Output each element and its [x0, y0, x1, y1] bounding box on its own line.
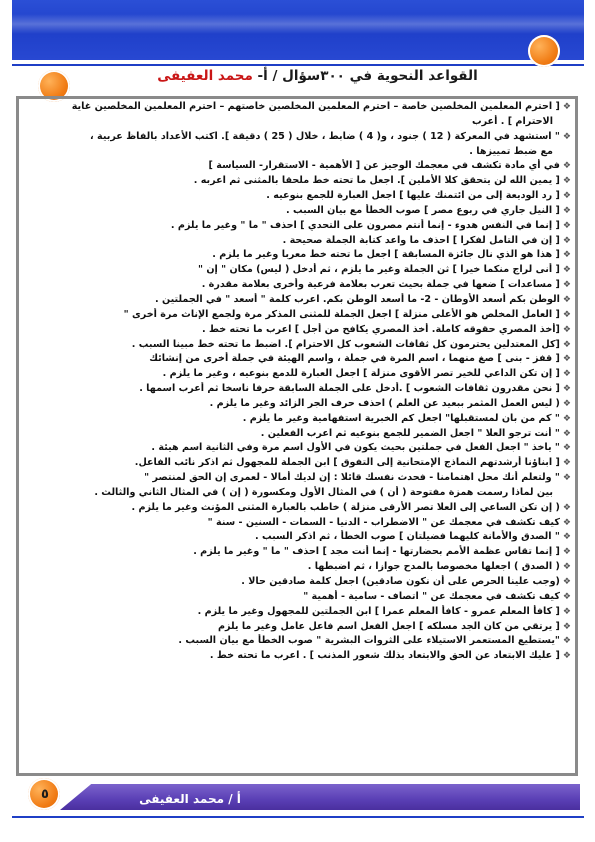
question-text: ( الصدق ) اجعلها مخصوصا بالمدح جوازا ، ثم اضبطها .: [307, 561, 560, 573]
bullet-icon: ❖: [562, 131, 571, 142]
page-title: [150, 68, 485, 90]
bullet-icon: ❖: [562, 176, 571, 187]
question-text: [ يمين الله لن يتحقق كلا الأملين ]. اجعل ما تحته خط ملحقا بالمثنى ثم اعربه .: [193, 175, 560, 187]
title-text: القواعد النحوية في ٣٠٠سؤال / أ-: [257, 68, 478, 84]
question-text: [ كافأ المعلم عمرو - كافأ المعلم عمرا ] ابن الجملتين للمجهول وغير ما يلزم .: [197, 605, 560, 617]
question-text: [ إن تكن الداعي للخير تصر الأقوى منزلة ] اجعل العبارة للدمع بنوعيه ، وغير ما يلزم .: [162, 368, 560, 380]
list-item: [21, 382, 573, 397]
list-item: [21, 501, 573, 516]
question-text: [ قفز - بنى ] صغ منهما ، اسم المرة في جملة ، واسم الهيئة في جملة أخرى من إنشائك: [149, 353, 560, 365]
question-text: " كم من بان لمستقبلها" اجعل كم الخبرية استفهامية وغير ما يلزم .: [242, 412, 560, 424]
list-item: [21, 530, 573, 545]
list-item: [21, 278, 573, 293]
question-text: [ إنما في النفس هدوء - إنما أنتم مصرون على التحدي ] احذف " ما " وغير ما يلزم .: [170, 219, 560, 231]
bullet-icon: ❖: [562, 473, 571, 484]
decorative-dot-icon: [528, 35, 560, 67]
bullet-icon: ❖: [562, 235, 571, 246]
bullet-icon: ❖: [562, 250, 571, 261]
list-item: [21, 293, 573, 308]
bullet-icon: ❖: [562, 591, 571, 602]
list-item: [21, 605, 573, 620]
bullet-icon: ❖: [562, 502, 571, 513]
header-band: [12, 0, 584, 60]
list-item: [21, 427, 573, 442]
list-item: [21, 174, 573, 189]
question-text: [ ابناؤنا أرشدتهم النماذج الإمتحانية إلى التفوق ] ابن الجملة للمجهول ثم اذكر نائب الفاعل.: [134, 457, 560, 469]
question-text: [ النيل جاري في ربوع مصر ] صوب الخطأ مع بيان السبب .: [286, 204, 560, 216]
question-text: كيف تكشف في معجمك عن " اتصاف - سامية - أهمية ": [303, 590, 560, 602]
list-item: [21, 486, 573, 501]
list-item: [21, 308, 573, 323]
question-text: " ياخذ " اجعل الفعل في جملتين بحيث يكون في الأول اسم مرة وفي الثانية اسم هيئة .: [151, 442, 560, 454]
footer-divider: [12, 816, 584, 818]
list-item: [21, 159, 573, 174]
list-item: [21, 620, 573, 635]
question-text: كيف تكشف في معجمك عن " الاضطراب - الدنيا - السمات - السنين - سنة ": [207, 516, 560, 528]
bullet-icon: ❖: [562, 562, 571, 573]
list-item: [21, 100, 573, 115]
list-item: [21, 516, 573, 531]
bullet-icon: ❖: [562, 161, 571, 172]
list-item: [21, 145, 573, 160]
list-item: [21, 352, 573, 367]
question-text: " استشهد في المعركة ( 12 ) جنود ، و( 4 ) ضابط ، خلال ( 25 ) دقيقة ]. اكتب الأعداد بالفاظ عربية ،: [90, 130, 560, 142]
bullet-icon: ❖: [562, 191, 571, 202]
list-item: [21, 634, 573, 649]
list-item: [21, 263, 573, 278]
bullet-icon: ❖: [562, 547, 571, 558]
bullet-icon: ❖: [562, 443, 571, 454]
footer-author: أ / محمد العفيفى: [139, 792, 241, 806]
list-item: [21, 412, 573, 427]
question-text: بين لماذا رسمت همزة مفتوحة ( أن ) في المثال الأول ومكسورة ( إن ) في المثال الثاني والثالث .: [94, 486, 553, 498]
question-text: (وجب علينا الحرص على أن نكون صادقين) اجعل كلمة صادقين حالا .: [241, 576, 560, 587]
bullet-icon: ❖: [562, 294, 571, 305]
list-item: [21, 441, 573, 456]
bullet-icon: ❖: [562, 577, 571, 587]
bullet-icon: ❖: [562, 532, 571, 543]
list-item: [21, 471, 573, 486]
list-item: [21, 130, 573, 145]
bullet-icon: ❖: [562, 354, 571, 365]
bullet-icon: ❖: [562, 280, 571, 291]
list-item: [21, 234, 573, 249]
question-text: ( إن تكن الساعي إلى العلا تصر الأرقى منزلة ) خاطب بالعبارة المثنى المؤنث وغير ما يلزم .: [131, 501, 560, 513]
list-item: [21, 204, 573, 219]
bullet-icon: ❖: [562, 636, 571, 647]
list-item: [21, 338, 573, 353]
bullet-icon: ❖: [562, 398, 571, 409]
bullet-icon: ❖: [562, 339, 571, 350]
list-item: [21, 456, 573, 471]
question-text: [ العامل المخلص هو الأعلى منزلة ] اجعل الجملة للمثنى المذكر مرة ولجمع الإناث مرة أخرى ": [123, 308, 560, 320]
question-text: [ يرتقي من كان الجد مسلكه ] اجعل الفعل اسم فاعل عامل وغير ما يلزم: [217, 620, 560, 632]
question-text: [ رد الوديعة إلى من ائتمنك عليها ] اجعل العبارة للجمع بنوعيه .: [266, 190, 560, 202]
question-text: الوطن بكم أسعد الأوطان - 2- ما أسعد الوطن بكم. اعرب كلمة " أسعد " في الجملتين .: [155, 293, 560, 305]
list-item: [21, 397, 573, 412]
bullet-icon: ❖: [562, 621, 571, 632]
list-item: [21, 575, 573, 590]
bullet-icon: ❖: [562, 324, 571, 335]
bullet-icon: ❖: [562, 458, 571, 469]
list-item: [21, 219, 573, 234]
bullet-icon: ❖: [562, 384, 571, 395]
bullet-icon: ❖: [562, 220, 571, 231]
question-text: [أخذ المصري حقوقه كاملة. أخذ المصري يكافح من أجل ] اعرب ما تحته خط .: [202, 323, 560, 335]
question-text: "يستطيع المستعمر الاستيلاء على الثروات البشرية " صوب الخطأ مع بيان السبب .: [178, 635, 560, 647]
question-text: [ مساعدات ] ضعها في جملة بحيث تعرب بعلامة فرعية وأخرى بعلامة مقدرة .: [201, 279, 560, 291]
question-text: " أنت ترجو العلا " اجعل الضمير للجمع بنوعيه ثم اعرب الفعلين .: [260, 427, 560, 439]
bullet-icon: ❖: [562, 517, 571, 528]
question-text: مع ضبط تمييزها .: [469, 145, 553, 157]
question-text: [ إنما تقاس عظمة الأمم بحضارتها - إنما أنت مجد ] احذف " ما " وغير ما يلزم .: [193, 546, 560, 558]
page-number: ٥: [41, 787, 49, 802]
list-item: [21, 590, 573, 605]
question-text: [ عليك الابتعاد عن الحق والابتعاد بذلك شعور المذنب ] . اعرب ما تحته خط .: [209, 650, 560, 662]
header-divider: [12, 64, 584, 66]
question-text: " الصدق والأمانة كليهما فضيلتان ] صوب الخطأ ، ثم اذكر السبب .: [255, 531, 560, 543]
bullet-icon: ❖: [562, 265, 571, 276]
list-item: [21, 560, 573, 575]
question-list: [21, 100, 573, 772]
bullet-icon: ❖: [562, 651, 571, 662]
bullet-icon: ❖: [562, 606, 571, 617]
question-text: [ هذا هو الذي نال جائزة المسابقة ] اجعل ما تحته خط معربا وغير ما يلزم .: [212, 249, 560, 261]
question-text: ( ليس العمل المثمر ببعيد عن العلم ) احذف حرف الجر الزائد وغير ما يلزم .: [209, 397, 560, 409]
question-text: الاحترام ] . أعرب: [471, 115, 553, 127]
question-text: [ أنى لراج منكما خيرا ] ثن الجملة وغير ما يلزم ، ثم أدخل ( ليس) مكان " إن ": [198, 264, 560, 276]
question-text: [كل المعتدلين يحترمون كل ثقافات الشعوب كل الاحترام ]. اضبط ما تحته خط مبينا السبب .: [131, 338, 560, 350]
bullet-icon: ❖: [562, 102, 571, 112]
bullet-icon: ❖: [562, 413, 571, 424]
question-text: [ احترم المعلمين المخلصين خاصة – احترم المعلمين المخلصين خاصتهم – احترم المعلمين المخلصين غاية: [71, 101, 560, 112]
list-item: [21, 248, 573, 263]
bullet-icon: ❖: [562, 369, 571, 380]
list-item: [21, 545, 573, 560]
title-author: محمد العفيفى: [157, 68, 253, 84]
question-text: [ إن في التامل لفكرا ] احذف ما واعد كتابة الجملة صحيحة .: [282, 234, 560, 246]
question-text: [ نحن مقدرون ثقافات الشعوب ] .أدخل على الجملة السابقة حرفا ناسخا ثم أعرب اسمها .: [139, 383, 560, 395]
list-item: [21, 367, 573, 382]
list-item: [21, 189, 573, 204]
bullet-icon: ❖: [562, 309, 571, 320]
bullet-icon: ❖: [562, 205, 571, 216]
list-item: [21, 323, 573, 338]
list-item: [21, 649, 573, 664]
list-item: [21, 115, 573, 130]
question-text: في أي مادة تكشف في معجمك الوجيز عن [ الأهمية - الاستقرار- السياسة ]: [208, 160, 560, 172]
bullet-icon: ❖: [562, 428, 571, 439]
question-text: " ولتعلم أنك محل اهتمامنا - فحدث نفسك قائلا : إن لديك أمالا - لعمرى إن الحق لمنتصر ": [144, 472, 560, 484]
